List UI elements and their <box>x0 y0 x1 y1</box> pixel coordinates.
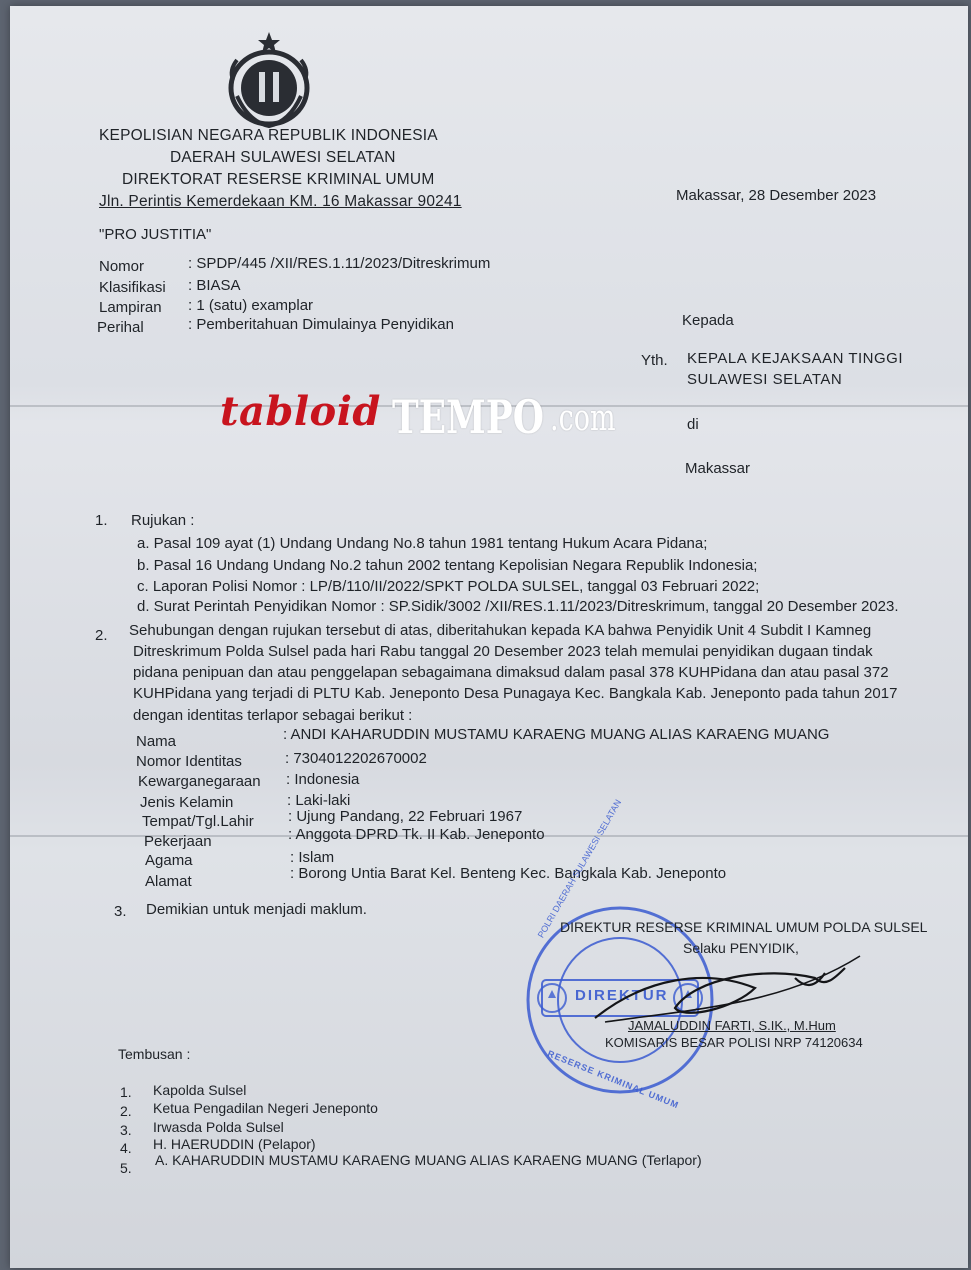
watermark-tabloid: tabloid <box>220 388 381 435</box>
reference-item: b. Pasal 16 Undang Undang No.2 tahun 2002 tentang Kepolisian Negara Republik Indonesia; <box>137 557 758 574</box>
identity-label: Tempat/Tgl.Lahir <box>142 813 254 830</box>
identity-value: : Islam <box>290 849 335 866</box>
signatory-role: Selaku PENYIDIK, <box>683 940 799 956</box>
lampiran-label: Lampiran <box>99 299 162 316</box>
p2-line: Sehubungan dengan rujukan tersebut di atas, diberitahukan kepada KA bahwa Penyidik Unit 4 Subdit I Kamneg <box>129 622 872 639</box>
police-emblem-icon <box>219 30 319 130</box>
p3-number: 3. <box>114 903 127 920</box>
identity-label: Kewarganegaraan <box>138 773 261 790</box>
perihal-label: Perihal <box>97 319 144 336</box>
stamp-ring-top-text: POLRI DAERAH SULAWESI SELATAN <box>535 797 624 940</box>
tembusan-item: A. KAHARUDDIN MUSTAMU KARAENG MUANG ALIAS KARAENG MUANG (Terlapor) <box>155 1152 702 1168</box>
tembusan-num: 4. <box>120 1140 132 1156</box>
identity-value: : ANDI KAHARUDDIN MUSTAMU KARAENG MUANG ALIAS KARAENG MUANG <box>283 726 830 743</box>
p2-line: KUHPidana yang terjadi di PLTU Kab. Jeneponto Desa Punagaya Kec. Bangkala Kab. Jeneponto pada tahun 2017 <box>133 685 898 702</box>
p2-line: dengan identitas terlapor sebagai berikut : <box>133 707 413 724</box>
place-date: Makassar, 28 Desember 2023 <box>676 187 877 204</box>
signatory-name: JAMALUDDIN FARTI, S.IK., M.Hum <box>628 1018 836 1033</box>
signatory-title: DIREKTUR RESERSE KRIMINAL UMUM POLDA SULSEL <box>560 919 928 935</box>
header-institution: KEPOLISIAN NEGARA REPUBLIK INDONESIA <box>99 127 438 144</box>
recipient-di: di <box>687 416 699 433</box>
perihal-value: : Pemberitahuan Dimulainya Penyidikan <box>188 316 454 333</box>
p2-line: pidana penipuan dan atau penggelapan sebagaimana dimaksud dalam pasal 378 KUHPidana dan atau pasal 372 <box>133 664 889 681</box>
watermark-com: .com <box>550 398 616 439</box>
tembusan-num: 5. <box>120 1160 132 1176</box>
identity-label: Pekerjaan <box>144 833 212 850</box>
identity-value: : Borong Untia Barat Kel. Benteng Kec. Bangkala Kab. Jeneponto <box>290 865 727 882</box>
reference-item: d. Surat Perintah Penyidikan Nomor : SP.Sidik/3002 /XII/RES.1.11/2023/Ditreskrimum, tanggal 20 Desember 2023. <box>137 598 899 615</box>
identity-label: Nomor Identitas <box>136 753 242 770</box>
stamp-center-text: DIREKTUR <box>575 987 669 1004</box>
p3-text: Demikian untuk menjadi maklum. <box>146 901 367 918</box>
tembusan-item: H. HAERUDDIN (Pelapor) <box>153 1136 316 1152</box>
klasifikasi-value: : BIASA <box>188 277 241 294</box>
identity-value: : Laki-laki <box>287 792 351 809</box>
reference-item: c. Laporan Polisi Nomor : LP/B/110/II/2022/SPKT POLDA SULSEL, tanggal 03 Februari 2022; <box>137 578 760 595</box>
watermark-tempo: TEMPO <box>392 390 545 444</box>
header-region: DAERAH SULAWESI SELATAN <box>170 149 396 166</box>
tembusan-title: Tembusan : <box>118 1046 191 1062</box>
identity-label: Nama <box>136 733 177 750</box>
identity-label: Agama <box>145 852 193 869</box>
identity-value: : Indonesia <box>286 771 360 788</box>
pro-justitia: "PRO JUSTITIA" <box>99 226 212 243</box>
identity-value: : 7304012202670002 <box>285 750 427 767</box>
stamp-ring-bottom-text: RESERSE KRIMINAL UMUM <box>546 1048 681 1111</box>
tembusan-num: 3. <box>120 1122 132 1138</box>
tembusan-num: 1. <box>120 1084 132 1100</box>
kepada-label: Kepada <box>682 312 734 329</box>
identity-label: Alamat <box>145 873 192 890</box>
klasifikasi-label: Klasifikasi <box>99 279 166 296</box>
lampiran-value: : 1 (satu) examplar <box>188 297 314 314</box>
p2-line: Ditreskrimum Polda Sulsel pada hari Rabu tanggal 20 Desember 2023 telah memulai penyidikan dugaan tindak <box>133 643 873 660</box>
identity-value: : Anggota DPRD Tk. II Kab. Jeneponto <box>288 826 545 843</box>
header-address: Jln. Perintis Kemerdekaan KM. 16 Makassar 90241 <box>99 193 462 210</box>
p1-title: Rujukan : <box>131 512 195 529</box>
identity-value: : Ujung Pandang, 22 Februari 1967 <box>288 808 523 825</box>
signatory-rank: KOMISARIS BESAR POLISI NRP 74120634 <box>605 1035 863 1050</box>
reference-item: a. Pasal 109 ayat (1) Undang Undang No.8 tahun 1981 tentang Hukum Acara Pidana; <box>137 535 708 552</box>
nomor-value: : SPDP/445 /XII/RES.1.11/2023/Ditreskrimum <box>188 255 491 272</box>
tembusan-item: Kapolda Sulsel <box>153 1082 247 1098</box>
recipient-line1: KEPALA KEJAKSAAN TINGGI <box>687 350 904 367</box>
p2-number: 2. <box>95 627 108 644</box>
p1-number: 1. <box>95 512 108 529</box>
tembusan-item: Ketua Pengadilan Negeri Jeneponto <box>153 1100 378 1116</box>
tembusan-num: 2. <box>120 1103 132 1119</box>
recipient-city: Makassar <box>685 460 751 477</box>
yth-label: Yth. <box>641 352 668 369</box>
header-directorate: DIREKTORAT RESERSE KRIMINAL UMUM <box>122 171 435 188</box>
recipient-line2: SULAWESI SELATAN <box>687 371 843 388</box>
tembusan-item: Irwasda Polda Sulsel <box>153 1119 284 1135</box>
identity-label: Jenis Kelamin <box>140 794 234 811</box>
nomor-label: Nomor <box>99 258 145 275</box>
